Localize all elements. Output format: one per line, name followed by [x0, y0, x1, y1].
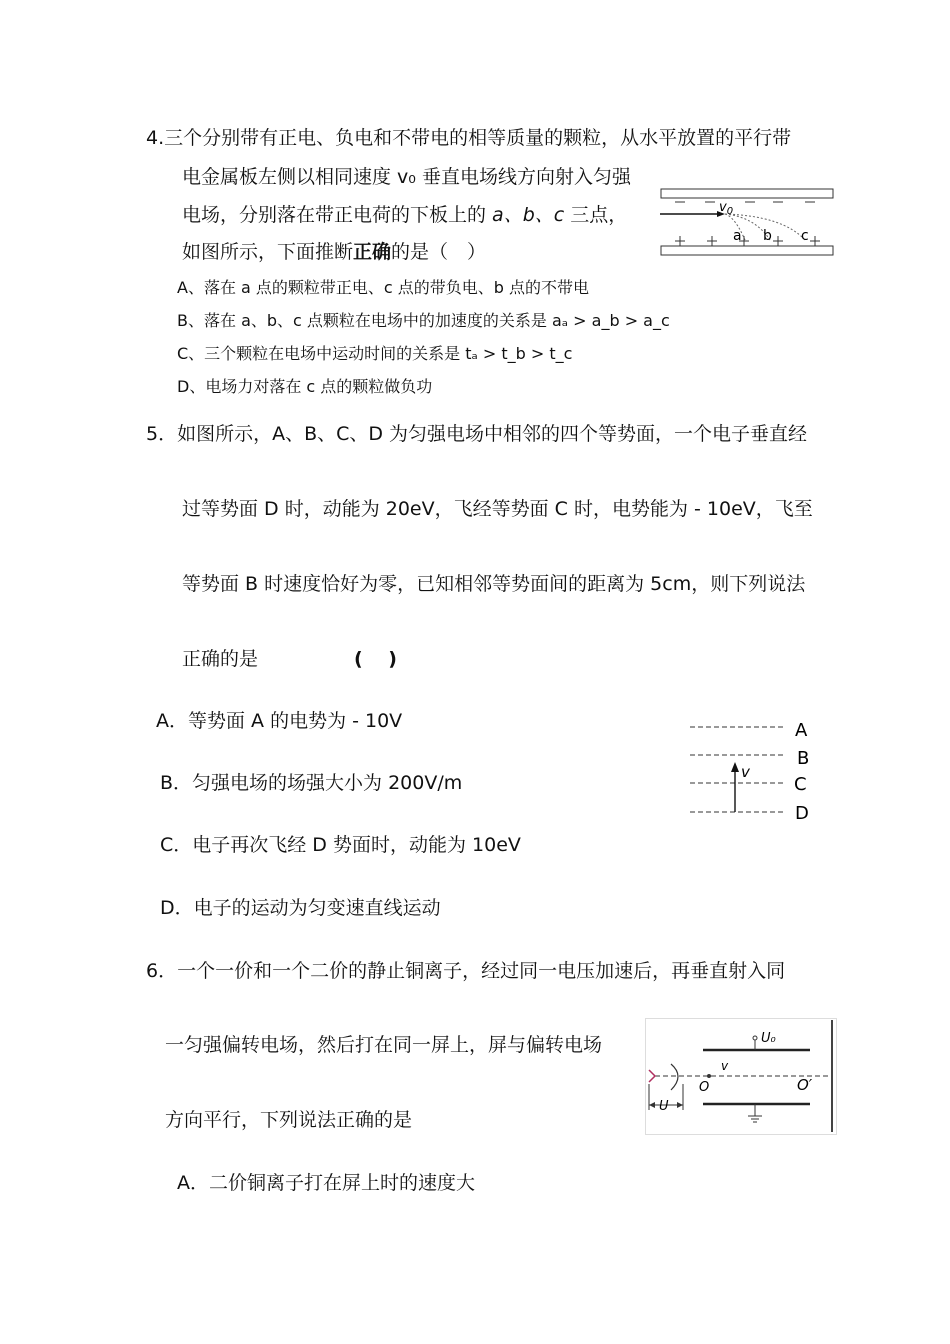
- q6-u-label: U: [659, 1099, 669, 1114]
- q4-line3-c: 三点，: [564, 204, 628, 226]
- q5-label-d: D: [795, 803, 809, 824]
- q6-v-label: v: [721, 1059, 729, 1073]
- q6-stem-line1: 6．一个一价和一个二价的静止铜离子，经过同一电压加速后，再垂直射入同: [146, 960, 786, 982]
- q5-label-b: B: [797, 748, 810, 769]
- q4-stem-line2: 电金属板左侧以相同速度 v₀ 垂直电场线方向射入匀强: [182, 166, 631, 188]
- q5-answer-paren: ( ): [354, 648, 397, 670]
- q4-stem-line1: 4.三个分别带有正电、负电和不带电的相等质量的颗粒，从水平放置的平行带: [146, 127, 792, 149]
- q4-line4-a: 如图所示，下面推断: [182, 241, 354, 263]
- q5-stem-line4: 正确的是: [182, 648, 259, 670]
- q6-u0-label: U₀: [761, 1031, 776, 1046]
- q4-point-a-label: a: [733, 228, 742, 244]
- q5-option-b: B．匀强电场的场强大小为 200V/m: [160, 772, 463, 794]
- q4-parallel-plates-figure: [655, 183, 840, 263]
- q4-option-c: C、三个颗粒在电场中运动时间的关系是 tₐ > t_b > t_c: [177, 344, 573, 363]
- q4-line4-bold: 正确: [353, 241, 392, 263]
- q5-equipotential-figure: [685, 715, 815, 830]
- q4-point-c-label: c: [801, 228, 809, 244]
- q4-option-b: B、落在 a、b、c 点颗粒在电场中的加速度的关系是 aₐ > a_b > a_c: [177, 311, 670, 330]
- q5-label-a: A: [795, 720, 808, 741]
- q5-option-c: C．电子再次飞经 D 势面时，动能为 10eV: [160, 834, 521, 856]
- q4-line3-a: 电场，分别落在带正电荷的下板上的: [182, 204, 493, 226]
- q6-o-prime-label: O′: [797, 1076, 813, 1094]
- q5-stem-line3: 等势面 B 时速度恰好为零，已知相邻等势面间的距离为 5cm，则下列说法: [182, 573, 806, 595]
- q4-plus-signs: [675, 236, 820, 246]
- q6-stem-line2: 一匀强偏转电场，然后打在同一屏上，屏与偏转电场: [165, 1034, 603, 1056]
- q4-lower-plate: [661, 246, 833, 255]
- q4-upper-plate: [661, 189, 833, 198]
- q5-v-label: v: [741, 763, 750, 781]
- q5-label-c: C: [794, 774, 807, 795]
- q4-v0-label: $v_0$: [719, 200, 734, 217]
- q4-stem-line4: [182, 240, 486, 264]
- q5-stem-line1: 5．如图所示，A、B、C、D 为匀强电场中相邻的四个等势面，一个电子垂直经: [146, 423, 808, 445]
- q4-stem-line3: [182, 203, 627, 227]
- q4-option-a: A、落在 a 点的颗粒带正电、c 点的带负电、b 点的不带电: [177, 278, 590, 297]
- q4-point-b-label: b: [763, 228, 772, 244]
- q5-arrow-head: [731, 762, 739, 772]
- q5-stem-line2: 过等势面 D 时，动能为 20eV，飞经等势面 C 时，电势能为 - 10eV，飞至: [182, 498, 813, 520]
- q6-stem-line3: 方向平行，下列说法正确的是: [165, 1109, 413, 1131]
- q6-deflection-figure: [645, 1018, 838, 1136]
- q6-o-label: O: [699, 1080, 710, 1095]
- q6-ion: [707, 1074, 711, 1078]
- q5-option-d: D．电子的运动为匀变速直线运动: [160, 897, 441, 919]
- q4-line3-b: a、b、c: [492, 204, 565, 226]
- q6-option-a: A．二价铜离子打在屏上时的速度大: [177, 1172, 475, 1194]
- q4-option-d: D、电场力对落在 c 点的颗粒做负功: [177, 377, 433, 396]
- q4-line4-c: 的是（ ）: [391, 241, 487, 263]
- q5-option-a: A．等势面 A 的电势为 - 10V: [156, 710, 403, 732]
